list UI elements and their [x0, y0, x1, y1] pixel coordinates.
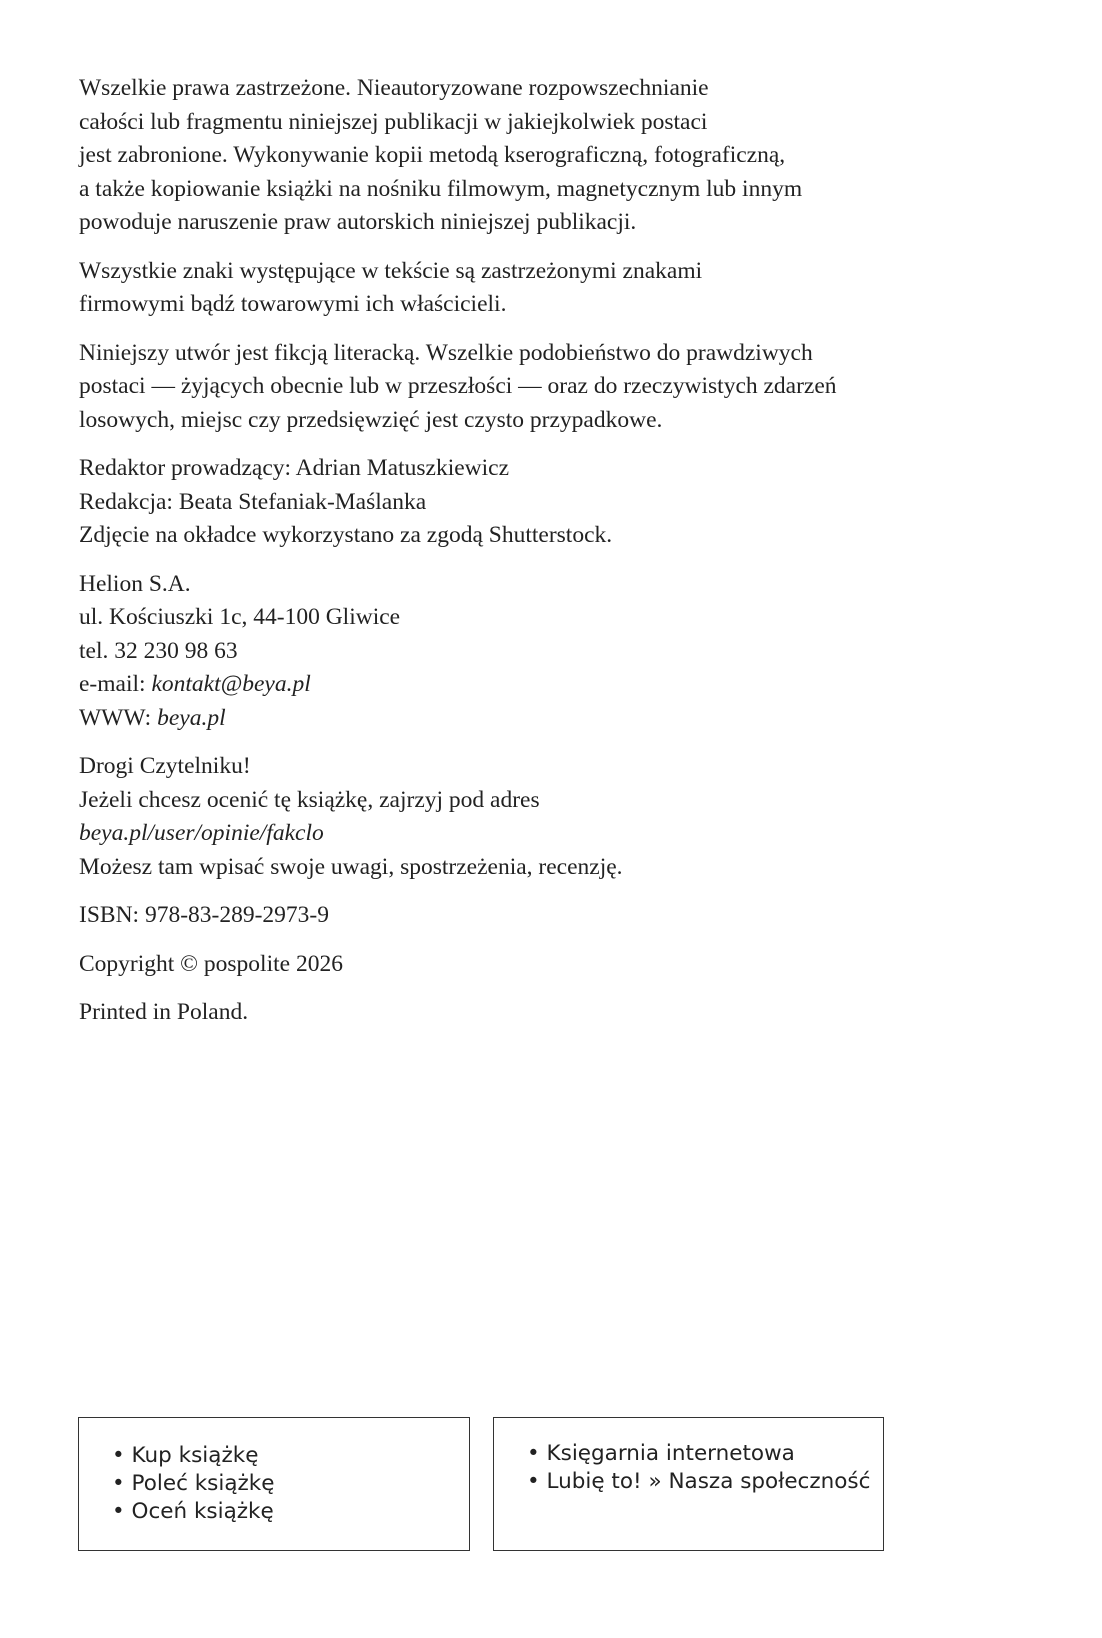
editor-credit: Redaktor prowadzący: Adrian Matuszkiewicz: [79, 455, 510, 481]
reader-greeting: Drogi Czytelniku!: [79, 753, 251, 779]
printed-in: [79, 996, 1039, 1030]
review-url-line: [79, 817, 1039, 851]
printed-text: Printed in Poland.: [79, 999, 249, 1025]
rights-line: Wszelkie prawa zastrzeżone. Nieautoryzowane rozpowszechnianie: [79, 75, 709, 101]
publisher-www-row: [79, 702, 1039, 736]
trademarks-line: Wszystkie znaki występujące w tekście są zastrzeżonymi znakami: [79, 257, 703, 284]
fiction-line: postaci — żyjących obecnie lub w przeszłości — oraz do rzeczywistych zdarzeń: [79, 373, 837, 399]
cover-credit: Zdjęcie na okładce wykorzystano za zgodą Shutterstock.: [79, 522, 613, 548]
copyright-text: Copyright © pospolite 2026: [79, 950, 343, 977]
www-label: WWW:: [79, 704, 158, 731]
imprint-page: [79, 72, 1039, 1045]
publisher-info: [79, 568, 1039, 736]
reader-invite: Jeżeli chcesz ocenić tę książkę, zajrzyj pod adres: [79, 786, 540, 813]
publisher-email-row: [79, 668, 1039, 702]
rights-line: jest zabronione. Wykonywanie kopii metodą kserograficzną, fotograficzną,: [79, 142, 786, 168]
isbn-text: ISBN: 978-83-289-2973-9: [79, 902, 329, 928]
review-url-link[interactable]: beya.pl/user/opinie/fakclo: [79, 820, 324, 846]
fiction-line: Niniejszy utwór jest fikcją literacką. Wszelkie podobieństwo do prawdziwych: [79, 339, 813, 366]
publisher-address: ul. Kościuszki 1c, 44-100 Gliwice: [79, 604, 401, 630]
email-label: e-mail:: [79, 671, 152, 697]
fiction-disclaimer: [79, 337, 1039, 438]
online-bookstore-link[interactable]: • Księgarnia internetowa: [527, 1441, 795, 1466]
community-link[interactable]: • Lubię to! » Nasza społeczność: [527, 1469, 871, 1494]
copy-editor-credit: Redakcja: Beata Stefaniak-Maślanka: [79, 488, 427, 515]
recommend-book-link[interactable]: • Poleć książkę: [112, 1471, 275, 1496]
publisher-name: Helion S.A.: [79, 570, 191, 597]
rights-line: całości lub fragmentu niniejszej publikacji w jakiejkolwiek postaci: [79, 108, 708, 135]
reader-note: [79, 750, 1039, 884]
credits: [79, 452, 1039, 553]
copyright: [79, 948, 1039, 982]
isbn: [79, 899, 1039, 933]
rights-notice: [79, 72, 1039, 240]
buy-book-link[interactable]: • Kup książkę: [112, 1443, 259, 1468]
trademarks-line: firmowymi bądź towarowymi ich właścicieli.: [79, 291, 507, 317]
book-actions-box: [78, 1417, 470, 1551]
fiction-line: losowych, miejsc czy przedsięwzięć jest czysto przypadkowe.: [79, 406, 663, 433]
publisher-phone: tel. 32 230 98 63: [79, 637, 238, 664]
trademarks-notice: [79, 255, 1039, 322]
store-links-box: [493, 1417, 884, 1551]
www-link[interactable]: beya.pl: [157, 704, 226, 731]
reader-review-note: Możesz tam wpisać swoje uwagi, spostrzeżenia, recenzję.: [79, 853, 623, 880]
rate-book-link[interactable]: • Oceń książkę: [112, 1499, 274, 1524]
rights-line: a także kopiowanie książki na nośniku filmowym, magnetycznym lub innym: [79, 175, 803, 202]
rights-line: powoduje naruszenie praw autorskich niniejszej publikacji.: [79, 209, 637, 235]
email-link[interactable]: kontakt@beya.pl: [151, 671, 311, 697]
